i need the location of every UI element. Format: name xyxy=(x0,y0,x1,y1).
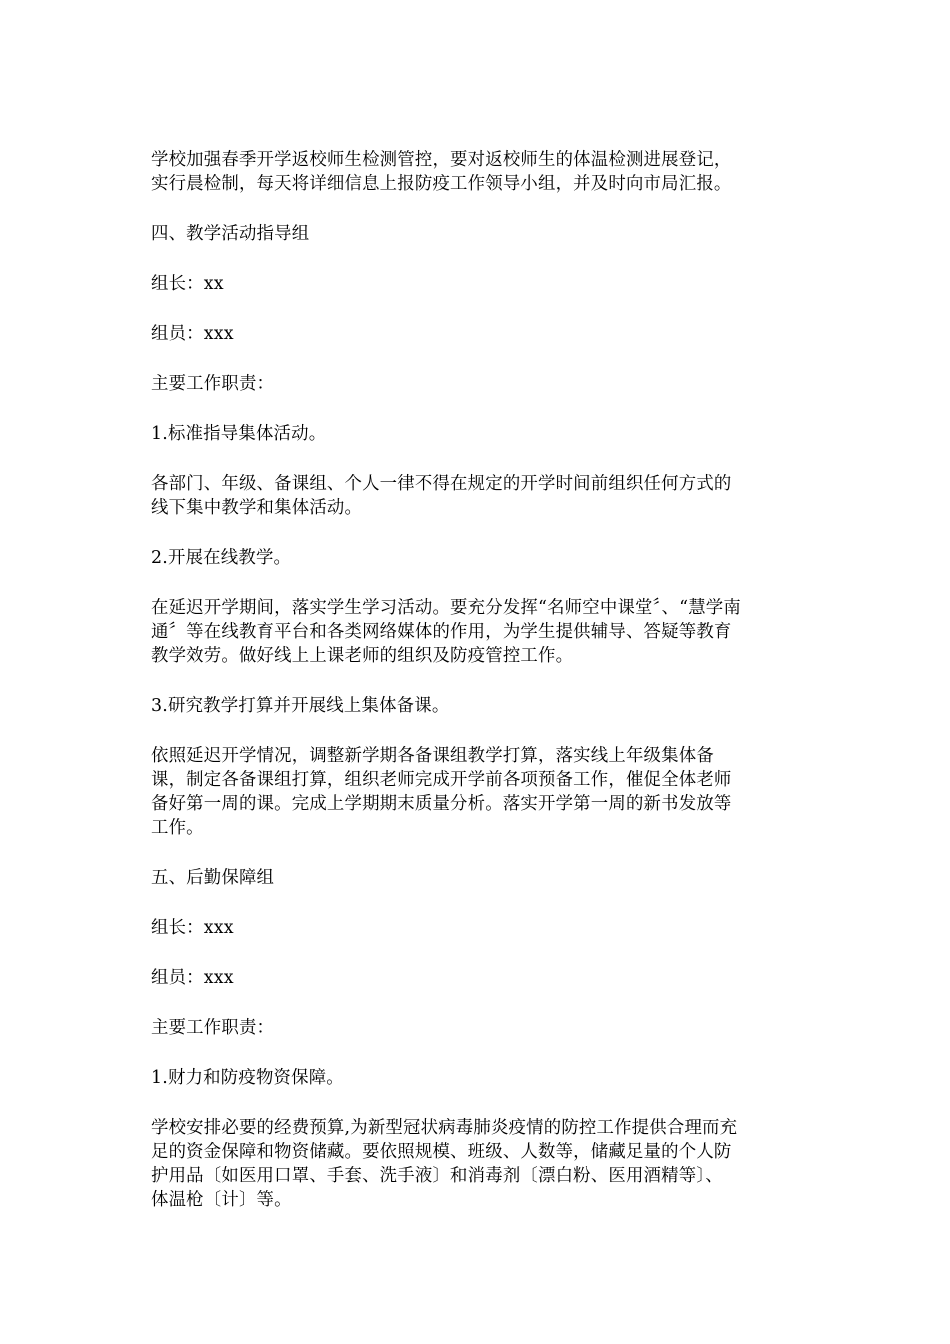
paragraph-checkup-control: 学校加强春季开学返校师生检测管控，要对返校师生的体温检测进展登记， 实行晨检制，每天将详细信息上报防疫工作领导小组，并及时向市局汇报。 xyxy=(151,150,732,194)
group-members: 组员：xxx xyxy=(151,324,234,344)
section-heading-teaching-guidance: 四、教学活动指导组 xyxy=(151,224,310,244)
group-leader: 组长：xx xyxy=(151,274,224,294)
duties-heading: 主要工作职责： xyxy=(151,374,275,394)
logistics-group-leader: 组长：xxx xyxy=(151,918,234,938)
logistics-group-members: 组员：xxx xyxy=(151,968,234,988)
duty-item-2: 2.开展在线教学。 xyxy=(151,548,292,568)
duty-item-2-text: 在延迟开学期间，落实学生学习活动。要充分发挥“名师空中课堂〞、“慧学南 通〞等在线教育平台和各类网络媒体的作用，为学生提供辅导、答疑等教育 教学效劳。做好线上上课老师的组织及防疫管控工作。 xyxy=(151,598,741,666)
duty-item-3: 3.研究教学打算并开展线上集体备课。 xyxy=(151,696,450,716)
logistics-duty-item-1: 1.财力和防疫物资保障。 xyxy=(151,1068,344,1088)
duty-item-1: 1.标准指导集体活动。 xyxy=(151,424,327,444)
logistics-duty-item-1-text: 学校安排必要的经费预算,为新型冠状病毒肺炎疫情的防控工作提供合理而充 足的资金保障和物资储藏。要依照规模、班级、人数等，储藏足量的个人防 护用品〔如医用口罩、手套、洗手液〕和消毒剂〔漂白粉、医用酒精等〕、 体温枪〔计〕等。 xyxy=(151,1118,738,1210)
logistics-duties-heading: 主要工作职责： xyxy=(151,1018,275,1038)
duty-item-1-text: 各部门、年级、备课组、个人一律不得在规定的开学时间前组织任何方式的 线下集中教学和集体活动。 xyxy=(151,474,732,518)
duty-item-3-text: 依照延迟开学情况，调整新学期各备课组教学打算，落实线上年级集体备 课，制定各备课组打算，组织老师完成开学前各项预备工作，催促全体老师 备好第一周的课。完成上学期期末质量分析。落实开学第一周的新书发放等 工作。 xyxy=(151,746,732,838)
document-body xyxy=(151,148,801,1238)
section-heading-logistics: 五、后勤保障组 xyxy=(151,868,275,888)
